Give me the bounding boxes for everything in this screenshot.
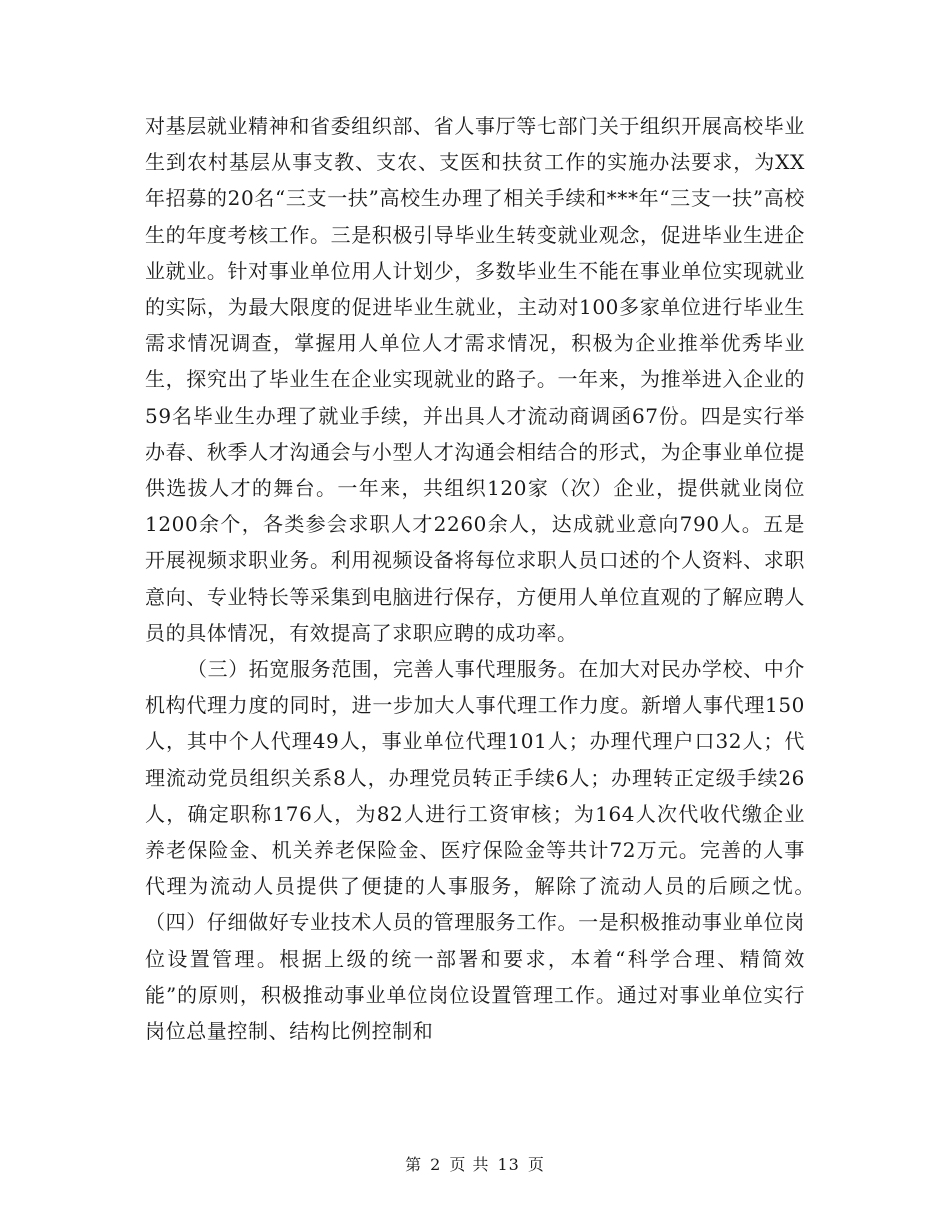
- paragraph-1: 对基层就业精神和省委组织部、省人事厅等七部门关于组织开展高校毕业生到农村基层从事支教、支农、支医和扶贫工作的实施办法要求，为XX年招募的20名“三支一扶”高校生办理了相关手续和***年“三支一扶”高校生的年度考核工作。三是积极引导毕业生转变就业观念，促进毕业生进企业就业。针对事业单位用人计划少，多数毕业生不能在事业单位实现就业的实际，为最大限度的促进毕业生就业，主动对100多家单位进行毕业生需求情况调查，掌握用人单位人才需求情况，积极为企业推举优秀毕业生，探究出了毕业生在企业实现就业的路子。一年来，为推举进入企业的59名毕业生办理了就业手续，并出具人才流动商调函67份。四是实行举办春、秋季人才沟通会与小型人才沟通会相结合的形式，为企事业单位提供选拔人才的舞台。一年来，共组织120家（次）企业，提供就业岗位1200余个，各类参会求职人才2260余人，达成就业意向790人。五是开展视频求职业务。利用视频设备将每位求职人员口述的个人资料、求职意向、专业特长等采集到电脑进行保存，方便用人单位直观的了解应聘人员的具体情况，有效提高了求职应聘的成功率。: [145, 114, 805, 645]
- footer-prefix: 第: [405, 1155, 423, 1174]
- footer-total-pages: 13: [497, 1155, 520, 1174]
- footer-page-number: 2: [430, 1155, 442, 1174]
- page-footer: [0, 1152, 950, 1175]
- paragraph-2: （三）拓宽服务范围，完善人事代理服务。在加大对民办学校、中介机构代理力度的同时，进一步加大人事代理工作力度。新增人事代理150人，其中个人代理49人，事业单位代理101人；办理代理户口32人；代理流动党员组织关系8人，办理党员转正手续6人；办理转正定级手续26人，确定职称176人，为82人进行工资审核；为164人次代收代缴企业养老保险金、机关养老保险金、医疗保险金等共计72万元。完善的人事代理为流动人员提供了便捷的人事服务，解除了流动人员的后顾之忧。 （四）仔细做好专业技术人员的管理服务工作。一是积极推动事业单位岗位设置管理。根据上级的统一部署和要求，本着“科学合理、精简效能”的原则，积极推动事业单位岗位设置管理工作。通过对事业单位实行岗位总量控制、结构比例控制和: [145, 657, 867, 1044]
- footer-suffix: 页: [527, 1155, 545, 1174]
- footer-middle: 页 共: [449, 1155, 490, 1174]
- document-body: [145, 108, 867, 1049]
